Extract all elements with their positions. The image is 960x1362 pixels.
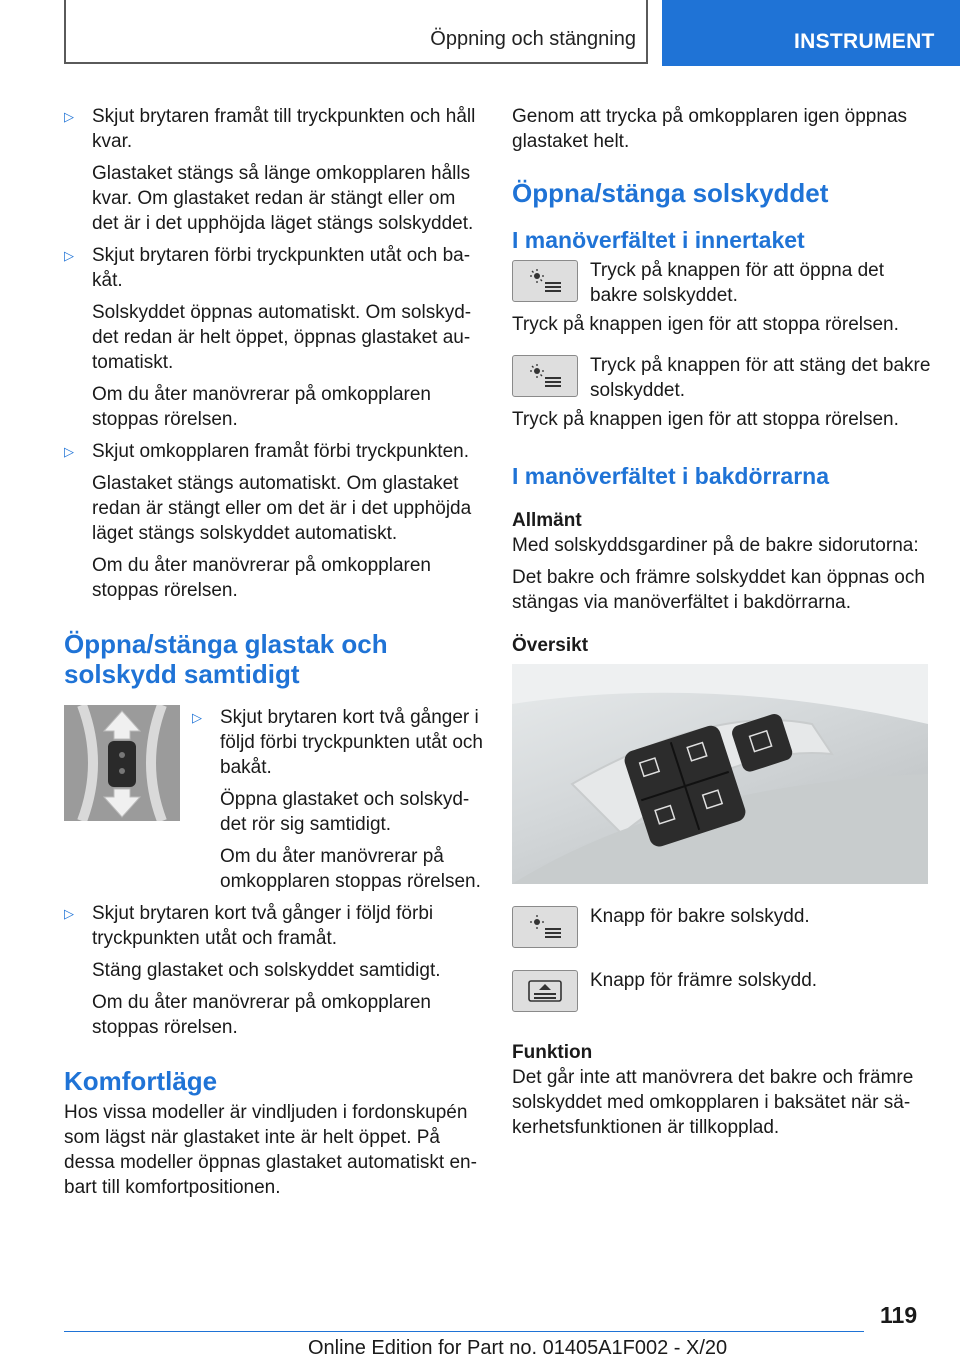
front-button-label: Knapp för främre solskydd. [590,970,818,991]
left-column [64,104,484,1207]
footer-divider [64,1331,864,1332]
heading-open-close-both: Öppna/stänga glastak och solskydd samtidigt [64,629,388,689]
rear-button-label: Knapp för bakre solskydd. [590,906,810,927]
bullet-text: Skjut brytaren kort två gånger i följd förbi tryckpunkten utåt och bakåt. [220,707,483,778]
stop-paragraph: Tryck på knappen igen för att stoppa rörelsen. [512,314,899,335]
stop-paragraph: Tryck på knappen igen för att stoppa rörelsen. [512,409,899,430]
bullet-item [64,104,484,154]
bullet-subtext: Om du åter manövrerar på omkopplaren stoppas rörelsen. [92,384,431,430]
close-sunshade-row [512,353,932,403]
heading-komfort: Komfortläge [64,1066,218,1096]
bullet-text: Skjut omkopplaren framåt förbi tryckpunkten. [92,441,470,462]
sunshade-rear-icon [525,268,565,294]
sunshade-rear-button[interactable] [512,260,578,302]
roof-switch-illustration [64,705,180,821]
komfort-paragraph: Hos vissa modeller är vindljuden i fordonskupén som lägst när glastaket inte är helt öppet. På dessa modeller öppnas glastaket automatiskt enbart till komfortpositionen. [64,1102,477,1198]
switch-figure-block [64,705,484,901]
bullet-subtext: Solskyddet öppnas automatiskt. Om solskyddet redan är helt öppet, öppnas glastaket automatiskt. [92,302,472,373]
door-panel-illustration [512,664,928,884]
bullet-item [64,901,484,951]
triangle-right-icon: ▷ [64,444,74,459]
function-paragraph: Det går inte att manövrera det bakre och främre solskyddet med omkopplaren i baksätet när säkerhetsfunktionen är tillkopplad. [512,1067,914,1138]
open-sunshade-text: Tryck på knappen för att öppna det bakre solskyddet. [590,260,884,306]
heading-sunshade: Öppna/stänga solskyddet [512,178,829,208]
sunshade-rear-icon [525,363,565,389]
bullet-subtext: Glastaket stängs så länge omkopplaren hålls kvar. Om glastaket redan är stängt eller om det är i det upphöjda läget stängs solskyddet. [92,163,474,234]
general-paragraph-2: Det bakre och främre solskyddet kan öppnas och stängas via manöverfältet i bakdörrarna. [512,567,925,613]
sunshade-rear-close-button[interactable] [512,355,578,397]
intro-paragraph: Genom att trycka på omkopplaren igen öppnas glastaket helt. [512,106,908,152]
general-paragraph-1: Med solskyddsgardiner på de bakre sidorutorna: [512,535,919,556]
bullet-item [192,705,484,780]
close-sunshade-text: Tryck på knappen för att stäng det bakre solskyddet. [590,355,931,401]
bullet-subtext: Om du åter manövrerar på omkopplaren stoppas rörelsen. [220,846,481,892]
front-button-row [512,968,932,1012]
bullet-text: Skjut brytaren framåt till tryckpunkten och håll kvar. [92,106,476,152]
door-panel-photo [512,664,928,884]
bullet-subtext: Glastaket stängs automatiskt. Om glastaket redan är stängt eller om det är i det upphöjda läget stängs solskyddet automatiskt. [92,473,472,544]
heading-rear-doors: I manöverfältet i bakdörrarna [512,463,829,489]
bullet-item [64,243,484,293]
bullet-subtext: Öppna glastaket och solskyddet rör sig samtidigt. [220,789,470,835]
header-section-title: Öppning och stängning [430,28,636,50]
roof-switch-photo [64,705,180,821]
triangle-right-icon: ▷ [192,710,202,725]
heading-inner-roof: I manöverfältet i innertaket [512,227,805,253]
triangle-right-icon: ▷ [64,248,74,263]
bullet-text: Skjut brytaren kort två gånger i följd förbi tryckpunkten utåt och framåt. [92,903,434,949]
bullet-subtext: Om du åter manövrerar på omkopplaren stoppas rörelsen. [92,992,431,1038]
heading-overview: Översikt [512,635,589,656]
rear-button-row [512,904,932,948]
bullet-subtext: Stäng glastaket och solskyddet samtidigt. [92,960,441,981]
triangle-right-icon: ▷ [64,109,74,124]
sunshade-rear-icon [525,914,565,940]
heading-function: Funktion [512,1042,593,1063]
footer-edition: Online Edition for Part no. 01405A1F002 - X/20 [308,1337,728,1359]
sunshade-rear-overview-button[interactable] [512,906,578,948]
bullet-subtext: Om du åter manövrerar på omkopplaren stoppas rörelsen. [92,555,431,601]
triangle-right-icon: ▷ [64,906,74,921]
page-number: 119 [880,1302,918,1328]
open-sunshade-row [512,258,932,308]
sunshade-front-button[interactable] [512,970,578,1012]
bullet-text: Skjut brytaren förbi tryckpunkten utåt och bakåt. [92,245,471,291]
right-column [512,104,932,1147]
sunshade-front-icon [525,978,565,1004]
header-tab-instrument[interactable]: INSTRUMENT [662,0,960,66]
heading-general: Allmänt [512,510,582,531]
bullet-item [64,439,484,464]
